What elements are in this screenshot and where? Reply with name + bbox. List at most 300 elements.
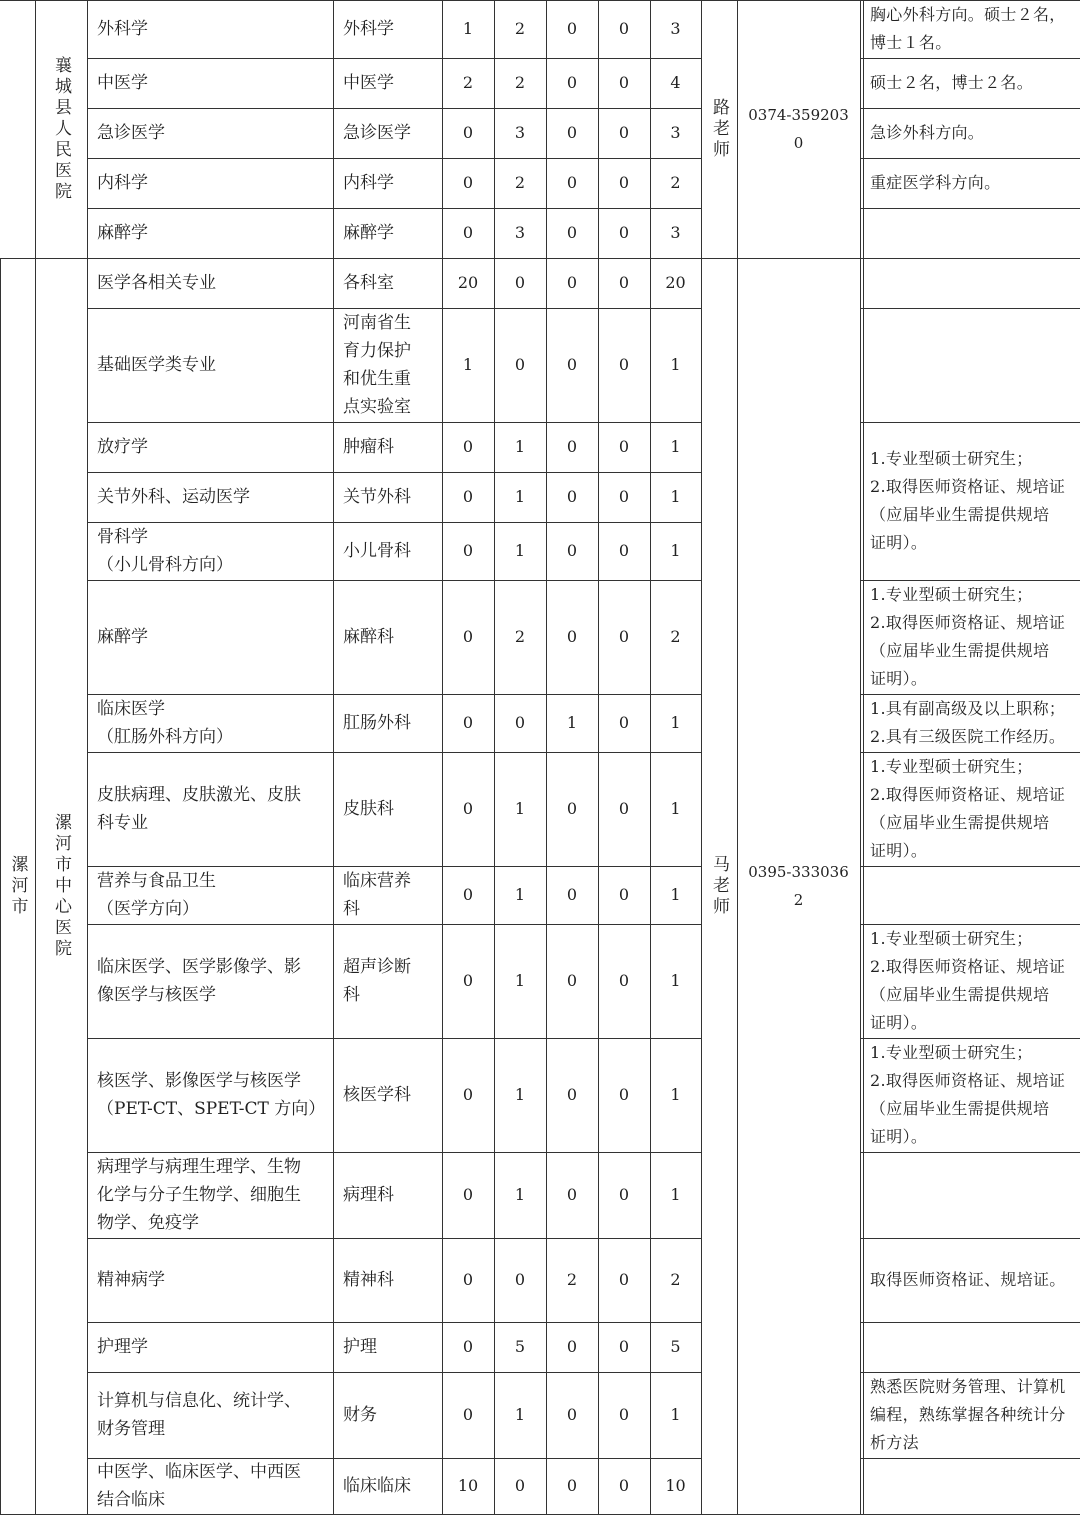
major-cell-text: 营养与食品卫生 （医学方向） bbox=[97, 871, 216, 919]
dept-cell bbox=[333, 866, 442, 924]
dept-cell-text: 麻醉科 bbox=[343, 627, 394, 647]
count-cell bbox=[546, 752, 598, 866]
dept-cell-text: 河南省生 育力保护 和优生重 点实验室 bbox=[343, 313, 411, 417]
count-cell bbox=[598, 694, 650, 752]
count-cell-text: 0 bbox=[618, 885, 630, 904]
contact-cell bbox=[701, 0, 737, 258]
grid-line bbox=[87, 108, 701, 109]
dept-cell bbox=[333, 1322, 442, 1372]
major-cell-text: 临床医学 （肛肠外科方向） bbox=[97, 699, 233, 747]
count-cell bbox=[494, 694, 546, 752]
phone-cell-text: 0374-3592030 bbox=[748, 106, 849, 152]
dept-cell bbox=[333, 0, 442, 58]
grid-line bbox=[87, 580, 701, 581]
count-cell bbox=[546, 108, 598, 158]
note-cell bbox=[860, 108, 1080, 158]
note-cell bbox=[860, 422, 1080, 580]
total-cell bbox=[650, 422, 701, 472]
count-cell bbox=[598, 1458, 650, 1514]
count-cell bbox=[546, 258, 598, 308]
count-cell-text: 0 bbox=[462, 713, 474, 732]
major-cell-text: 临床医学、医学影像学、影 像医学与核医学 bbox=[97, 957, 301, 1005]
major-cell-text: 麻醉学 bbox=[97, 223, 148, 243]
grid-line bbox=[87, 208, 701, 209]
dept-cell-text: 外科学 bbox=[343, 19, 394, 39]
count-cell bbox=[546, 522, 598, 580]
count-cell bbox=[494, 472, 546, 522]
grid-line bbox=[650, 0, 651, 258]
grid-line bbox=[87, 308, 701, 309]
total-cell-text: 3 bbox=[670, 223, 681, 242]
count-cell bbox=[442, 1038, 494, 1152]
major-cell bbox=[87, 308, 333, 422]
count-cell-text: 0 bbox=[566, 223, 578, 242]
grid-line bbox=[860, 208, 1080, 209]
count-cell-text: 0 bbox=[462, 1185, 474, 1204]
city-cell-text: 漯河市 bbox=[7, 854, 28, 918]
grid-line bbox=[546, 258, 547, 1514]
count-cell-text: 1 bbox=[514, 971, 526, 990]
count-cell bbox=[598, 1152, 650, 1238]
count-cell bbox=[494, 752, 546, 866]
grid-line bbox=[87, 58, 701, 59]
count-cell bbox=[442, 258, 494, 308]
note-cell-text: 1.专业型硕士研究生； 2.取得医师资格证、规培证 （应届毕业生需提供规培 证明）。 bbox=[870, 585, 1066, 688]
note-cell bbox=[860, 1458, 1080, 1514]
grid-line bbox=[860, 1458, 1080, 1459]
grid-line bbox=[701, 0, 702, 1514]
count-cell bbox=[442, 422, 494, 472]
note-cell bbox=[860, 1322, 1080, 1372]
note-cell-text: 1.具有副高级及以上职称； 2.具有三级医院工作经历。 bbox=[870, 699, 1066, 746]
dept-cell-text: 各科室 bbox=[343, 273, 394, 293]
count-cell-text: 0 bbox=[618, 173, 630, 192]
grid-line bbox=[494, 0, 495, 258]
hospital-cell-text: 襄城县人民医院 bbox=[51, 55, 71, 203]
count-cell-text: 0 bbox=[566, 487, 578, 506]
note-cell bbox=[860, 208, 1080, 258]
major-cell-text: 外科学 bbox=[97, 19, 148, 39]
count-cell-text: 1 bbox=[462, 355, 474, 374]
count-cell-text: 0 bbox=[618, 627, 630, 646]
count-cell-text: 0 bbox=[566, 971, 578, 990]
count-cell-text: 0 bbox=[462, 437, 474, 456]
total-cell bbox=[650, 924, 701, 1038]
count-cell-text: 0 bbox=[618, 1337, 630, 1356]
count-cell-text: 2 bbox=[514, 173, 526, 192]
grid-line bbox=[598, 0, 599, 258]
count-cell bbox=[494, 208, 546, 258]
count-cell-text: 0 bbox=[618, 1405, 630, 1424]
grid-line bbox=[860, 1152, 1080, 1153]
count-cell-text: 1 bbox=[514, 1085, 526, 1104]
dept-cell-text: 急诊医学 bbox=[343, 123, 411, 143]
total-cell bbox=[650, 258, 701, 308]
grid-line bbox=[598, 258, 599, 1514]
count-cell-text: 3 bbox=[514, 223, 526, 242]
count-cell bbox=[546, 1152, 598, 1238]
count-cell-text: 1 bbox=[514, 799, 526, 818]
count-cell bbox=[546, 208, 598, 258]
count-cell-text: 0 bbox=[514, 1270, 526, 1289]
major-cell-text: 急诊医学 bbox=[97, 123, 165, 143]
grid-line bbox=[442, 0, 443, 258]
grid-line bbox=[87, 924, 701, 925]
dept-cell bbox=[333, 108, 442, 158]
count-cell bbox=[442, 58, 494, 108]
note-cell-text: 重症医学科方向。 bbox=[870, 173, 1001, 192]
grid-line bbox=[860, 580, 1080, 581]
count-cell bbox=[442, 694, 494, 752]
total-cell-text: 3 bbox=[670, 123, 681, 142]
count-cell bbox=[494, 522, 546, 580]
total-cell-text: 1 bbox=[670, 1185, 681, 1204]
total-cell bbox=[650, 1458, 701, 1514]
major-cell bbox=[87, 0, 333, 58]
grid-line bbox=[494, 258, 495, 1514]
count-cell bbox=[442, 1458, 494, 1514]
count-cell bbox=[598, 258, 650, 308]
count-cell-text: 0 bbox=[462, 223, 474, 242]
count-cell bbox=[546, 58, 598, 108]
count-cell-text: 0 bbox=[618, 1185, 630, 1204]
major-cell-text: 中医学、临床医学、中西医 结合临床 bbox=[97, 1462, 301, 1510]
count-cell-text: 0 bbox=[566, 627, 578, 646]
total-cell-text: 1 bbox=[670, 541, 681, 560]
count-cell-text: 0 bbox=[618, 73, 630, 92]
major-cell-text: 计算机与信息化、统计学、 财务管理 bbox=[97, 1391, 301, 1439]
dept-cell bbox=[333, 472, 442, 522]
total-cell-text: 1 bbox=[670, 1085, 681, 1104]
grid-line bbox=[87, 472, 701, 473]
count-cell-text: 0 bbox=[618, 437, 630, 456]
note-cell bbox=[860, 1238, 1080, 1322]
total-cell-text: 1 bbox=[670, 355, 681, 374]
count-cell bbox=[546, 472, 598, 522]
total-cell-text: 1 bbox=[670, 487, 681, 506]
count-cell bbox=[598, 1322, 650, 1372]
count-cell bbox=[546, 580, 598, 694]
note-cell-text: 硕士２名，博士２名。 bbox=[870, 73, 1034, 92]
count-cell-text: 0 bbox=[462, 1337, 474, 1356]
grid-line bbox=[860, 58, 1080, 59]
note-cell-text: 熟悉医院财务管理、计算机 编程，熟练掌握各种统计分 析方法 bbox=[870, 1377, 1066, 1452]
count-cell bbox=[442, 580, 494, 694]
count-cell bbox=[546, 422, 598, 472]
grid-line bbox=[860, 866, 1080, 867]
note-cell bbox=[860, 58, 1080, 108]
total-cell-text: 10 bbox=[665, 1476, 686, 1495]
count-cell bbox=[442, 752, 494, 866]
major-cell bbox=[87, 522, 333, 580]
count-cell bbox=[598, 308, 650, 422]
total-cell bbox=[650, 522, 701, 580]
total-cell-text: 4 bbox=[670, 73, 681, 92]
count-cell-text: 0 bbox=[514, 273, 526, 292]
dept-cell bbox=[333, 422, 442, 472]
contact-cell-text: 马老师 bbox=[709, 854, 729, 918]
count-cell bbox=[442, 1152, 494, 1238]
total-cell-text: 2 bbox=[670, 1270, 681, 1289]
dept-cell bbox=[333, 522, 442, 580]
dept-cell bbox=[333, 58, 442, 108]
count-cell bbox=[546, 694, 598, 752]
total-cell-text: 2 bbox=[670, 627, 681, 646]
count-cell-text: 0 bbox=[566, 173, 578, 192]
hospital-cell bbox=[35, 258, 87, 1514]
grid-line bbox=[860, 752, 1080, 753]
total-cell bbox=[650, 752, 701, 866]
count-cell bbox=[598, 924, 650, 1038]
major-cell bbox=[87, 472, 333, 522]
count-cell-text: 1 bbox=[514, 437, 526, 456]
major-cell-text: 内科学 bbox=[97, 173, 148, 193]
total-cell-text: 1 bbox=[670, 1405, 681, 1424]
count-cell-text: 1 bbox=[462, 19, 474, 38]
grid-line bbox=[860, 1322, 1080, 1323]
count-cell bbox=[494, 58, 546, 108]
count-cell-text: 0 bbox=[618, 1476, 630, 1495]
count-cell-text: 0 bbox=[566, 355, 578, 374]
note-cell-text: 急诊外科方向。 bbox=[870, 123, 985, 142]
major-cell-text: 中医学 bbox=[97, 73, 148, 93]
count-cell-text: 0 bbox=[462, 173, 474, 192]
grid-line bbox=[546, 0, 547, 258]
count-cell-text: 2 bbox=[514, 73, 526, 92]
note-cell-text: 1.专业型硕士研究生； 2.取得医师资格证、规培证 （应届毕业生需提供规培 证明）。 bbox=[870, 449, 1066, 552]
total-cell bbox=[650, 208, 701, 258]
major-cell-text: 基础医学类专业 bbox=[97, 355, 216, 375]
major-cell bbox=[87, 108, 333, 158]
count-cell bbox=[546, 158, 598, 208]
grid-line bbox=[737, 0, 738, 1514]
grid-line bbox=[860, 158, 1080, 159]
note-cell bbox=[860, 308, 1080, 422]
count-cell bbox=[442, 924, 494, 1038]
dept-cell bbox=[333, 1238, 442, 1322]
total-cell-text: 1 bbox=[670, 971, 681, 990]
count-cell-text: 0 bbox=[618, 713, 630, 732]
count-cell-text: 1 bbox=[514, 487, 526, 506]
total-cell bbox=[650, 58, 701, 108]
count-cell-text: 0 bbox=[618, 355, 630, 374]
count-cell-text: 0 bbox=[566, 541, 578, 560]
major-cell bbox=[87, 1458, 333, 1514]
major-cell-text: 放疗学 bbox=[97, 437, 148, 457]
major-cell bbox=[87, 1322, 333, 1372]
count-cell bbox=[494, 1458, 546, 1514]
count-cell-text: 0 bbox=[618, 487, 630, 506]
total-cell bbox=[650, 1038, 701, 1152]
count-cell bbox=[442, 1322, 494, 1372]
grid-line bbox=[333, 258, 334, 1514]
count-cell bbox=[494, 308, 546, 422]
grid-line bbox=[0, 0, 1080, 1]
major-cell bbox=[87, 694, 333, 752]
count-cell-text: 0 bbox=[462, 487, 474, 506]
total-cell-text: 1 bbox=[670, 885, 681, 904]
total-cell bbox=[650, 1372, 701, 1458]
total-cell-text: 1 bbox=[670, 713, 681, 732]
count-cell bbox=[598, 522, 650, 580]
contact-cell bbox=[701, 258, 737, 1514]
count-cell-text: 2 bbox=[514, 19, 526, 38]
count-cell bbox=[546, 1458, 598, 1514]
dept-cell-text: 肛肠外科 bbox=[343, 713, 411, 733]
grid-line bbox=[0, 258, 1080, 259]
dept-cell bbox=[333, 580, 442, 694]
count-cell-text: 1 bbox=[514, 1185, 526, 1204]
phone-cell-text: 0395-3330362 bbox=[748, 863, 849, 909]
dept-cell-text: 病理科 bbox=[343, 1185, 394, 1205]
total-cell-text: 3 bbox=[670, 19, 681, 38]
count-cell-text: 5 bbox=[514, 1337, 526, 1356]
total-cell bbox=[650, 0, 701, 58]
note-cell bbox=[860, 580, 1080, 694]
count-cell bbox=[546, 924, 598, 1038]
total-cell-text: 2 bbox=[670, 173, 681, 192]
grid-line bbox=[860, 0, 861, 1514]
grid-line bbox=[87, 1458, 701, 1459]
count-cell-text: 0 bbox=[462, 799, 474, 818]
dept-cell-text: 护理 bbox=[343, 1337, 377, 1357]
count-cell bbox=[598, 108, 650, 158]
count-cell-text: 0 bbox=[462, 1085, 474, 1104]
major-cell bbox=[87, 258, 333, 308]
dept-cell-text: 核医学科 bbox=[343, 1085, 411, 1105]
count-cell bbox=[442, 158, 494, 208]
dept-cell bbox=[333, 258, 442, 308]
count-cell-text: 0 bbox=[566, 273, 578, 292]
dept-cell bbox=[333, 158, 442, 208]
phone-cell bbox=[745, 0, 852, 258]
major-cell bbox=[87, 580, 333, 694]
count-cell bbox=[546, 1322, 598, 1372]
grid-line bbox=[87, 1152, 701, 1153]
major-cell-text: 核医学、影像医学与核医学 （PET-CT、SPET-CT 方向） bbox=[97, 1071, 326, 1119]
dept-cell bbox=[333, 1458, 442, 1514]
grid-line bbox=[863, 0, 864, 1514]
major-cell-text: 骨科学 （小儿骨科方向） bbox=[97, 527, 233, 575]
count-cell-text: 0 bbox=[566, 1337, 578, 1356]
dept-cell bbox=[333, 1152, 442, 1238]
dept-cell-text: 财务 bbox=[343, 1405, 377, 1425]
count-cell-text: 0 bbox=[462, 971, 474, 990]
count-cell-text: 0 bbox=[462, 627, 474, 646]
count-cell-text: 0 bbox=[566, 885, 578, 904]
count-cell bbox=[546, 1372, 598, 1458]
dept-cell-text: 临床临床 bbox=[343, 1476, 411, 1496]
dept-cell bbox=[333, 752, 442, 866]
note-cell bbox=[860, 866, 1080, 924]
count-cell-text: 1 bbox=[514, 1405, 526, 1424]
dept-cell-text: 关节外科 bbox=[343, 487, 411, 507]
dept-cell-text: 内科学 bbox=[343, 173, 394, 193]
major-cell bbox=[87, 924, 333, 1038]
major-cell-text: 医学各相关专业 bbox=[97, 273, 216, 293]
grid-line bbox=[87, 694, 701, 695]
note-cell bbox=[860, 694, 1080, 752]
count-cell bbox=[442, 1238, 494, 1322]
note-cell bbox=[860, 258, 1080, 308]
count-cell bbox=[598, 0, 650, 58]
major-cell bbox=[87, 1372, 333, 1458]
note-cell bbox=[860, 924, 1080, 1038]
count-cell bbox=[494, 158, 546, 208]
grid-line bbox=[87, 866, 701, 867]
grid-line bbox=[860, 1372, 1080, 1373]
major-cell bbox=[87, 866, 333, 924]
count-cell bbox=[598, 208, 650, 258]
dept-cell-text: 超声诊断 科 bbox=[343, 957, 411, 1005]
count-cell-text: 0 bbox=[618, 799, 630, 818]
total-cell bbox=[650, 694, 701, 752]
total-cell bbox=[650, 866, 701, 924]
count-cell-text: 20 bbox=[457, 273, 479, 292]
count-cell bbox=[494, 580, 546, 694]
count-cell bbox=[494, 924, 546, 1038]
count-cell-text: 0 bbox=[566, 1185, 578, 1204]
count-cell bbox=[494, 1152, 546, 1238]
total-cell bbox=[650, 1152, 701, 1238]
note-cell bbox=[860, 1038, 1080, 1152]
count-cell bbox=[546, 308, 598, 422]
total-cell bbox=[650, 1238, 701, 1322]
count-cell bbox=[598, 472, 650, 522]
total-cell bbox=[650, 580, 701, 694]
count-cell-text: 0 bbox=[618, 1270, 630, 1289]
count-cell bbox=[494, 1322, 546, 1372]
grid-line bbox=[860, 924, 1080, 925]
dept-cell-text: 小儿骨科 bbox=[343, 541, 411, 561]
count-cell-text: 2 bbox=[566, 1270, 578, 1289]
count-cell-text: 0 bbox=[618, 223, 630, 242]
grid-line bbox=[35, 0, 36, 1514]
dept-cell bbox=[333, 1038, 442, 1152]
grid-line bbox=[0, 258, 1, 1514]
major-cell-text: 精神病学 bbox=[97, 1270, 165, 1290]
grid-line bbox=[87, 422, 701, 423]
total-cell bbox=[650, 1322, 701, 1372]
count-cell bbox=[442, 308, 494, 422]
count-cell-text: 1 bbox=[514, 541, 526, 560]
note-cell bbox=[860, 752, 1080, 866]
count-cell-text: 0 bbox=[462, 1270, 474, 1289]
grid-line bbox=[87, 752, 701, 753]
major-cell bbox=[87, 158, 333, 208]
count-cell-text: 0 bbox=[618, 971, 630, 990]
count-cell bbox=[442, 522, 494, 580]
count-cell-text: 0 bbox=[566, 799, 578, 818]
dept-cell-text: 精神科 bbox=[343, 1270, 394, 1290]
count-cell-text: 0 bbox=[566, 73, 578, 92]
count-cell bbox=[494, 866, 546, 924]
count-cell bbox=[494, 258, 546, 308]
count-cell bbox=[442, 0, 494, 58]
count-cell bbox=[546, 866, 598, 924]
count-cell-text: 0 bbox=[618, 19, 630, 38]
count-cell bbox=[598, 1238, 650, 1322]
grid-line bbox=[860, 1038, 1080, 1039]
count-cell-text: 1 bbox=[514, 885, 526, 904]
city-cell bbox=[0, 258, 35, 1514]
grid-line bbox=[860, 422, 1080, 423]
count-cell bbox=[598, 580, 650, 694]
count-cell-text: 0 bbox=[514, 713, 526, 732]
grid-line bbox=[87, 1372, 701, 1373]
grid-line bbox=[87, 158, 701, 159]
total-cell-text: 5 bbox=[670, 1337, 681, 1356]
